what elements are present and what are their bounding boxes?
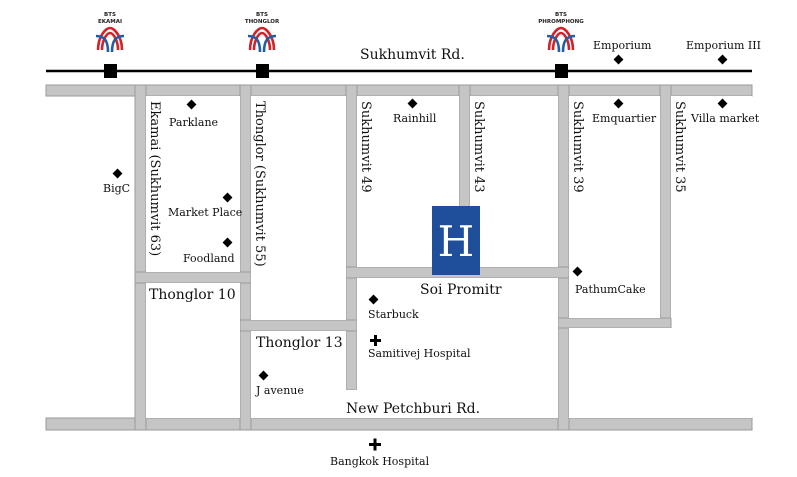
road-new-petchburi	[46, 418, 752, 430]
road-thonglor-13	[240, 320, 357, 331]
bts-station-ekamai	[96, 12, 124, 52]
svg-text:PathumCake: PathumCake	[575, 283, 646, 296]
landmark-bigc	[103, 169, 130, 195]
svg-text:Samitivej Hospital: Samitivej Hospital	[368, 347, 471, 360]
svg-text:Rainhill: Rainhill	[393, 112, 437, 125]
svg-text:THONGLOR: THONGLOR	[244, 19, 280, 25]
diamond-icon	[614, 55, 624, 65]
diamond-icon	[113, 169, 123, 179]
landmark-bangkok-hospital	[330, 439, 430, 469]
svg-text:Bangkok Hospital: Bangkok Hospital	[330, 455, 430, 468]
bts-logo-icon	[248, 28, 276, 52]
street-label-thonglor-10: Thonglor 10	[149, 287, 236, 303]
road-sukhumvit-39	[558, 85, 569, 430]
road-sukhumvit-35	[660, 85, 671, 328]
street-label-soi-promitr: Soi Promitr	[420, 282, 502, 298]
road-upper-horizontal	[46, 85, 752, 96]
street-label-thonglor: Thonglor (Sukhumvit 55)	[252, 101, 267, 267]
sukhumvit-road-label: Sukhumvit Rd.	[360, 47, 465, 63]
svg-text:Emquartier: Emquartier	[592, 112, 657, 125]
landmark-emporium	[593, 39, 652, 64]
diamond-icon	[718, 55, 728, 65]
svg-text:BigC: BigC	[103, 182, 131, 195]
street-label-sukhumvit-35: Sukhumvit 35	[672, 101, 687, 193]
street-label-sukhumvit-43: Sukhumvit 43	[471, 101, 486, 193]
svg-text:BTS: BTS	[104, 12, 116, 18]
svg-text:BTS: BTS	[256, 12, 268, 18]
svg-text:J avenue: J avenue	[256, 384, 304, 397]
bts-station-phromphong	[538, 12, 584, 52]
svg-text:EKAMAI: EKAMAI	[97, 19, 123, 25]
street-label-thonglor-13: Thonglor 13	[256, 335, 343, 351]
street-label-ekamai: Ekamai (Sukhumvit 63)	[147, 101, 162, 257]
svg-text:Starbuck: Starbuck	[368, 308, 419, 321]
hotel-letter: H	[437, 217, 475, 266]
bts-logo-icon	[96, 28, 124, 52]
svg-text:Parklane: Parklane	[169, 116, 219, 129]
hotel-marker	[432, 206, 480, 275]
road-ekamai	[135, 85, 146, 430]
road-s39-connector	[558, 318, 671, 328]
station-square-icon	[104, 64, 117, 78]
svg-text:PHROMPHONG: PHROMPHONG	[538, 19, 584, 25]
landmark-emporium-iii	[686, 39, 761, 64]
svg-text:Emporium III: Emporium III	[686, 39, 761, 52]
bts-line	[46, 64, 752, 78]
bts-logo-icon	[547, 28, 575, 52]
new-petchburi-road-label: New Petchburi Rd.	[346, 401, 481, 417]
road-thonglor-10	[135, 272, 251, 283]
svg-text:BTS: BTS	[555, 12, 567, 18]
station-square-icon	[555, 64, 568, 78]
svg-text:Foodland: Foodland	[183, 252, 235, 265]
road-sukhumvit-49	[346, 85, 357, 390]
bts-station-thonglor	[245, 12, 280, 52]
svg-text:Villa market: Villa market	[691, 112, 760, 125]
svg-text:Market Place: Market Place	[168, 206, 243, 219]
road-thonglor	[240, 85, 251, 430]
street-label-sukhumvit-39: Sukhumvit 39	[570, 101, 585, 193]
street-label-sukhumvit-49: Sukhumvit 49	[358, 101, 373, 193]
station-square-icon	[256, 64, 269, 78]
cross-icon	[369, 439, 381, 451]
svg-text:Emporium: Emporium	[593, 39, 652, 52]
